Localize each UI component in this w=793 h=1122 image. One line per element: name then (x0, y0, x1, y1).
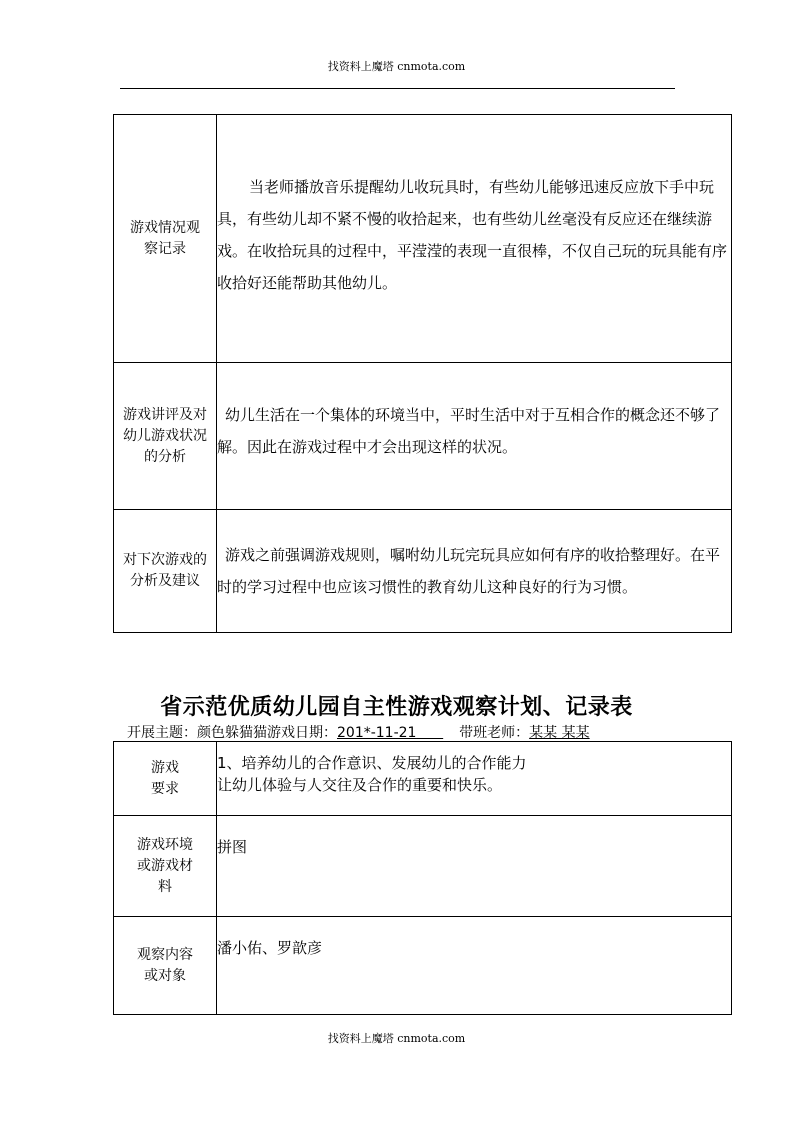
table-row (114, 115, 732, 363)
table-row (114, 917, 732, 1015)
label-text: 游戏环境或游戏材料 (137, 836, 193, 895)
label-text: 对下次游戏的分析及建议 (123, 552, 207, 589)
observation-target-text: 潘小佑、罗歆彦 (217, 939, 323, 957)
table-row (114, 816, 732, 917)
requirement-line: 1、培养幼儿的合作意识、发展幼儿的合作能力 (217, 754, 527, 772)
date-value: 201*-11-21 (337, 725, 417, 741)
label-text: 观察内容或对象 (137, 946, 193, 984)
row-label (114, 510, 217, 633)
label-text: 游戏要求 (151, 759, 179, 797)
row-content (217, 115, 732, 363)
page-title: 省示范优质幼儿园自主性游戏观察计划、记录表 (160, 694, 633, 720)
row-label (114, 363, 217, 510)
suggestion-text: 游戏之前强调游戏规则，嘱咐幼儿玩完玩具应如何有序的收拾整理好。在平时的学习过程中也应该习惯性的教育幼儿这种良好的行为习惯。 (217, 546, 721, 596)
row-label (114, 816, 217, 917)
theme-label: 开展主题： (127, 725, 197, 741)
theme-value: 颜色躲猫猫 (197, 725, 267, 741)
requirement-line: 让幼儿体验与人交往及合作的重要和快乐。 (217, 776, 503, 794)
observation-record-table (113, 114, 732, 633)
label-text: 游戏讲评及对幼儿游戏状况的分析 (123, 406, 207, 465)
label-text: 游戏情况观察记录 (130, 219, 200, 257)
row-label (114, 917, 217, 1015)
page-header: 找资料上魔塔 cnmota.com (327, 60, 466, 73)
table-row (114, 363, 732, 510)
material-text: 拼图 (217, 838, 248, 856)
row-content (217, 917, 732, 1015)
record-text: 当老师播放音乐提醒幼儿收玩具时，有些幼儿能够迅速反应放下手中玩具，有些幼儿却不紧不慢的收拾起来，也有些幼儿丝毫没有反应还在继续游戏。在收拾玩具的过程中，平滢滢的表现一直很棒，不仅自己玩的玩具能有序收拾好还能帮助其他幼儿。 (217, 177, 728, 292)
row-label (114, 742, 217, 816)
row-content (217, 363, 732, 510)
page-footer: 找资料上魔塔 cnmota.com (327, 1032, 466, 1045)
header-divider (120, 88, 675, 89)
teacher-value: 某某 某某 (529, 725, 590, 741)
row-content (217, 816, 732, 917)
row-content (217, 742, 732, 816)
analysis-text: 幼儿生活在一个集体的环境当中，平时生活中对于互相合作的概念还不够了解。因此在游戏过程中才会出现这样的状况。 (217, 406, 721, 456)
table-row (114, 742, 732, 816)
date-label: 游戏日期： (267, 725, 337, 741)
plan-meta (127, 722, 590, 742)
table-row (114, 510, 732, 633)
row-content (217, 510, 732, 633)
row-label (114, 115, 217, 363)
game-plan-table (113, 741, 732, 1015)
teacher-label: 带班老师： (459, 725, 530, 741)
